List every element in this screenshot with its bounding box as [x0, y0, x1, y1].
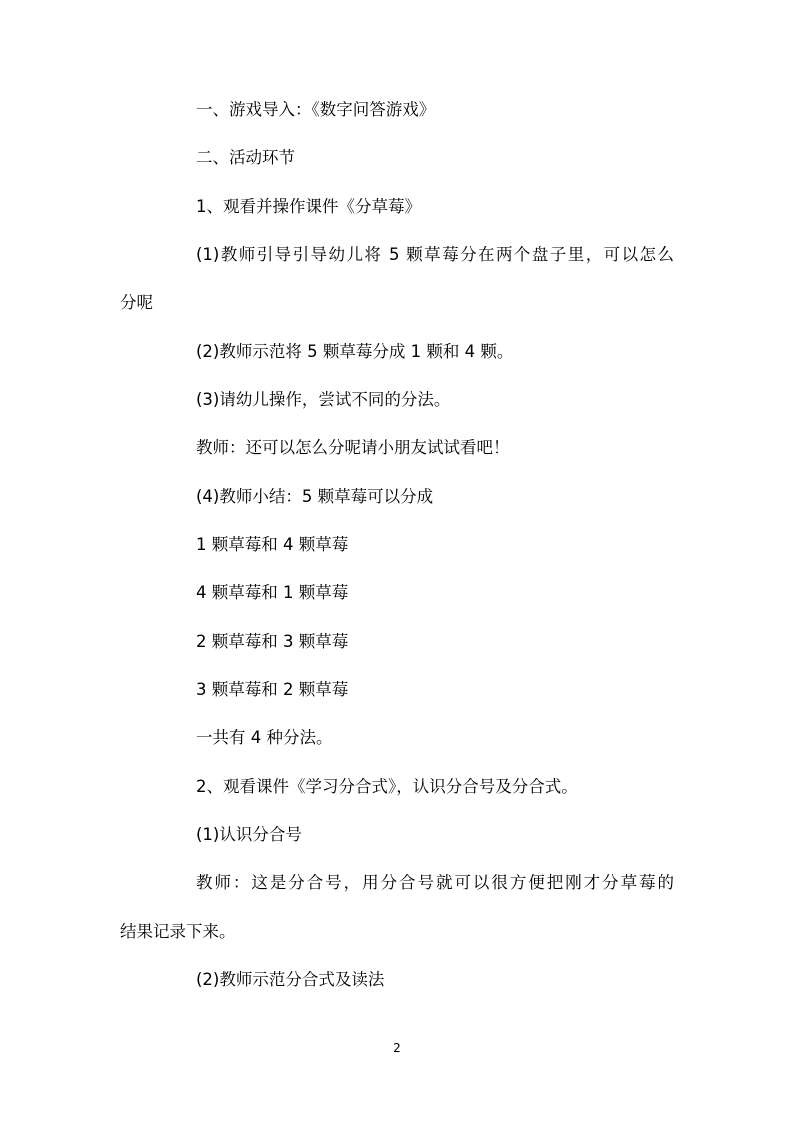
paragraph-line: (4)教师小结：5 颗草莓可以分成	[196, 487, 434, 506]
section-heading-activity: 二、活动环节	[196, 148, 295, 167]
paragraph-line: 分呢	[120, 293, 153, 312]
paragraph-line: 教师：这是分合号，用分合号就可以很方便把刚才分草莓的	[196, 873, 674, 892]
list-item: 4 颗草莓和 1 颗草莓	[196, 583, 349, 602]
page-number: 2	[393, 1041, 401, 1055]
list-item: 2 颗草莓和 3 颗草莓	[196, 632, 349, 651]
paragraph-line: 一共有 4 种分法。	[196, 728, 333, 747]
paragraph-line: (2)教师示范将 5 颗草莓分成 1 颗和 4 颗。	[196, 342, 514, 361]
section-heading-game-intro: 一、游戏导入：《数字问答游戏》	[196, 100, 436, 119]
paragraph-line: (2)教师示范分合式及读法	[196, 970, 385, 989]
paragraph-line: 教师：还可以怎么分呢请小朋友试试看吧！	[196, 438, 510, 457]
paragraph-line: (3)请幼儿操作，尝试不同的分法。	[196, 390, 451, 409]
paragraph-line: (1)认识分合号	[196, 825, 302, 844]
paragraph-line: (1)教师引导引导幼儿将 5 颗草莓分在两个盘子里，可以怎么	[196, 245, 674, 264]
paragraph-line: 结果记录下来。	[120, 922, 236, 941]
list-item: 1 颗草莓和 4 颗草莓	[196, 535, 349, 554]
step-heading-formula: 2、观看课件《学习分合式》，认识分合号及分合式。	[196, 777, 578, 796]
list-item: 3 颗草莓和 2 颗草莓	[196, 680, 349, 699]
step-heading-strawberry: 1、观看并操作课件《分草莓》	[196, 197, 421, 216]
